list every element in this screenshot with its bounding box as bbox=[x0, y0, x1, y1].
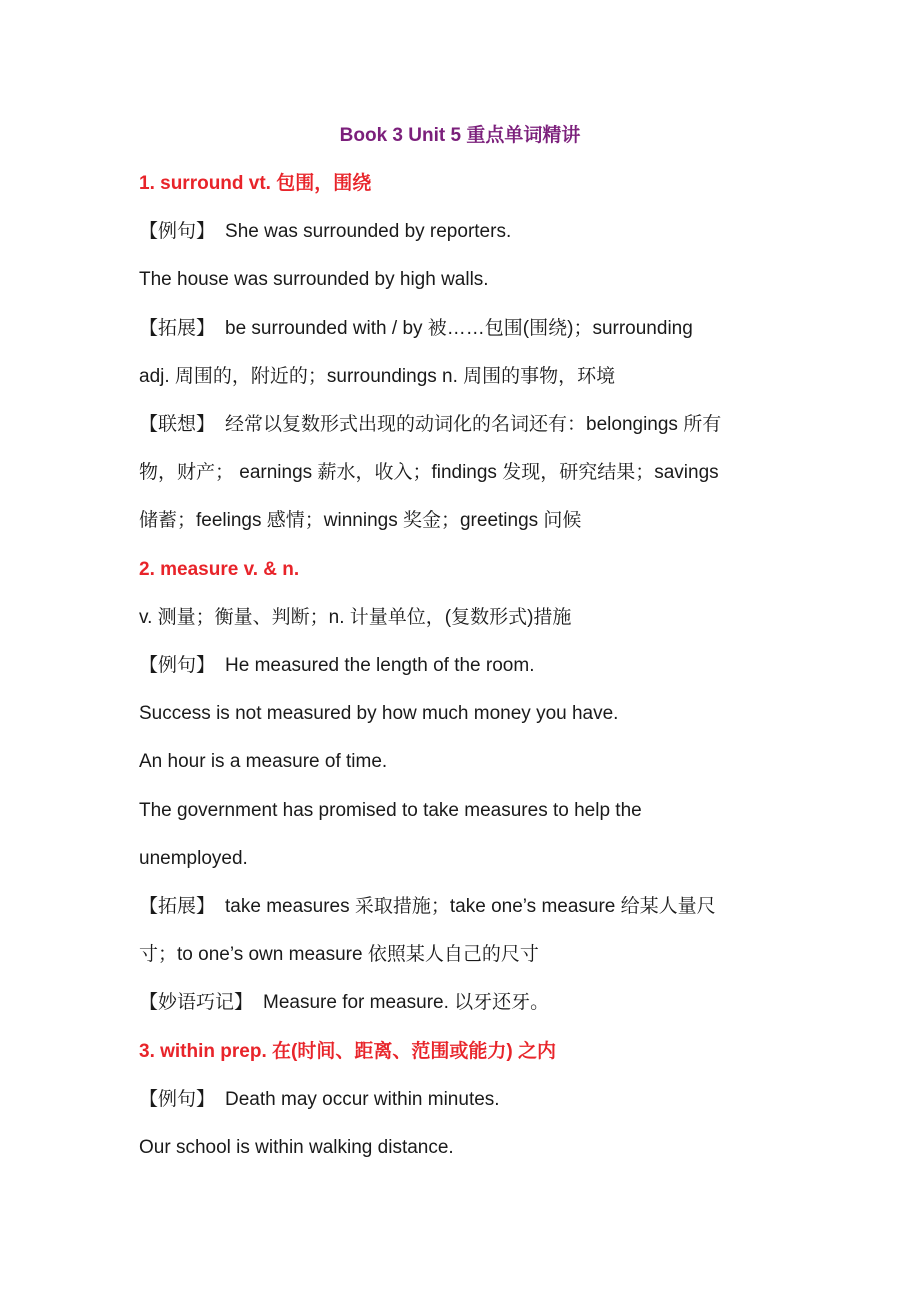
extension-tag: 【拓展】 bbox=[139, 318, 216, 339]
memory-tag: 【妙语巧记】 bbox=[139, 992, 254, 1013]
measure-extension-line-1 bbox=[139, 893, 784, 921]
association-text: 经常以复数形式出现的动词化的名词还有：belongings 所有 bbox=[225, 414, 722, 435]
measure-example-4-line-1: The government has promised to take measures to help the bbox=[139, 800, 642, 821]
measure-example-1 bbox=[139, 652, 784, 680]
surround-association-line-3: 储蓄；feelings 感情；winnings 奖金；greetings 问候 bbox=[139, 510, 582, 531]
surround-extension-line-1 bbox=[139, 315, 784, 343]
surround-example-1 bbox=[139, 218, 784, 246]
memory-text: Measure for measure. 以牙还牙。 bbox=[263, 992, 550, 1013]
within-example-2: Our school is within walking distance. bbox=[139, 1137, 454, 1158]
surround-extension-line-2: adj. 周围的，附近的；surroundings n. 周围的事物，环境 bbox=[139, 366, 616, 387]
measure-memory bbox=[139, 989, 784, 1017]
entry-heading-measure: 2. measure v. & n. bbox=[139, 559, 300, 580]
surround-association-line-1 bbox=[139, 411, 784, 439]
within-example-1 bbox=[139, 1086, 784, 1114]
example-tag: 【例句】 bbox=[139, 655, 216, 676]
extension-text: be surrounded with / by 被……包围(围绕)；surrounding bbox=[225, 318, 693, 339]
entry-heading-surround: 1. surround vt. 包围，围绕 bbox=[139, 173, 372, 194]
measure-definition: v. 测量；衡量、判断；n. 计量单位，(复数形式)措施 bbox=[139, 607, 572, 628]
surround-example-2: The house was surrounded by high walls. bbox=[139, 269, 489, 290]
example-sentence: Death may occur within minutes. bbox=[225, 1089, 500, 1110]
example-sentence: He measured the length of the room. bbox=[225, 655, 535, 676]
extension-text: take measures 采取措施；take one’s measure 给某人量尺 bbox=[225, 896, 716, 917]
example-sentence: She was surrounded by reporters. bbox=[225, 221, 512, 242]
entry-heading-within: 3. within prep. 在(时间、距离、范围或能力) 之内 bbox=[139, 1041, 556, 1062]
extension-tag: 【拓展】 bbox=[139, 896, 216, 917]
measure-example-2: Success is not measured by how much money you have. bbox=[139, 703, 619, 724]
surround-association-line-2: 物，财产； earnings 薪水，收入；findings 发现，研究结果；savings bbox=[139, 462, 719, 483]
measure-example-4-line-2: unemployed. bbox=[139, 848, 248, 869]
example-tag: 【例句】 bbox=[139, 1089, 216, 1110]
measure-example-3: An hour is a measure of time. bbox=[139, 751, 388, 772]
association-tag: 【联想】 bbox=[139, 414, 216, 435]
measure-extension-line-2: 寸；to one’s own measure 依照某人自己的尺寸 bbox=[139, 944, 539, 965]
document-title: Book 3 Unit 5 重点单词精讲 bbox=[339, 125, 581, 146]
example-tag: 【例句】 bbox=[139, 221, 216, 242]
